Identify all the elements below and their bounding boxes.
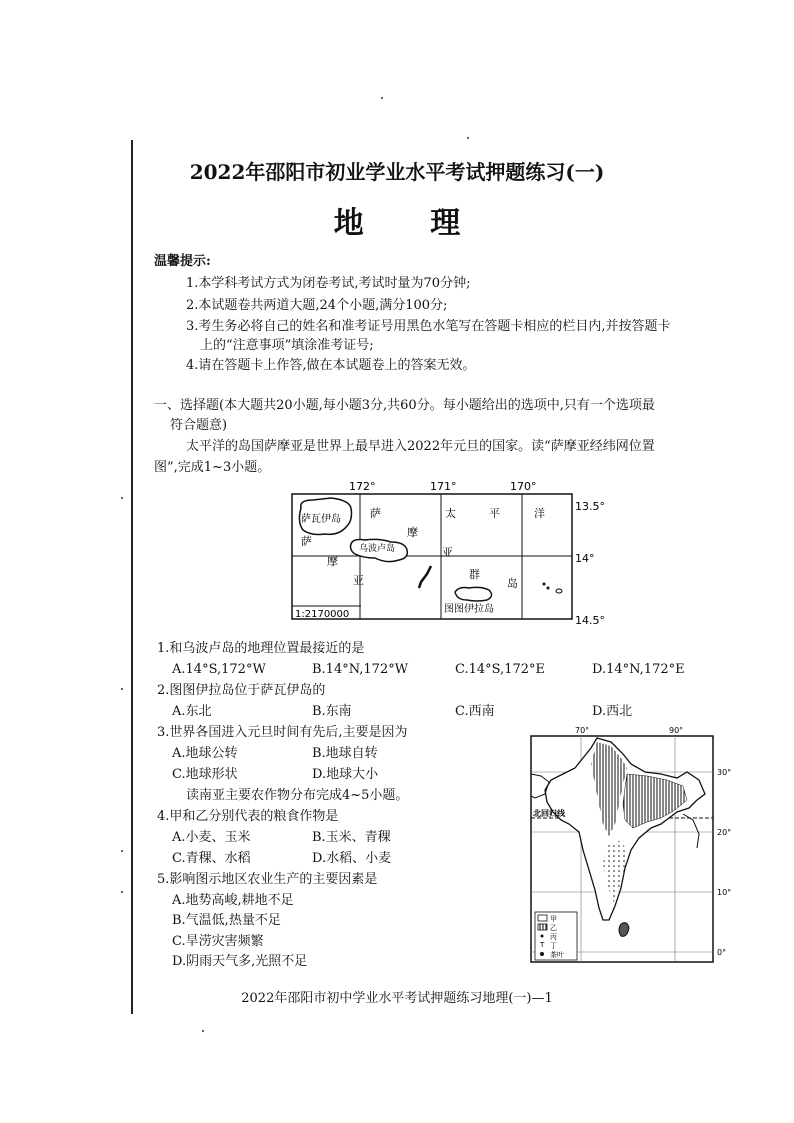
samoa-char: 摩 (407, 526, 418, 539)
legend-swatch-tea (540, 952, 544, 956)
islands-char: 岛 (507, 577, 518, 590)
ocean-char: 平 (489, 507, 500, 520)
question-intro: 图”,完成1~3小题。 (154, 460, 271, 475)
lat-label: 14.5° (575, 614, 605, 627)
map-scale: 1:2170000 (295, 609, 350, 620)
option-a: A.小麦、玉米 (172, 830, 251, 845)
lon-label: 70° (575, 726, 590, 735)
page-footer: 2022年邵阳市初中学业水平考试押题练习地理(一)—1 (241, 991, 553, 1006)
legend-label: 丙 (550, 933, 557, 941)
scan-speck (121, 850, 123, 852)
islands-char: 群 (469, 568, 480, 581)
samoa-char: 亚 (353, 574, 364, 587)
islet (543, 583, 546, 586)
notice-item: 4.请在答题卡上作答,做在本试题卷上的答案无效。 (186, 358, 476, 373)
lat-label: 10° (717, 888, 732, 897)
legend-swatch-yi (538, 924, 547, 930)
option-c: C.14°S,172°E (455, 662, 546, 677)
scan-speck (121, 497, 123, 499)
legend-label: 甲 (550, 915, 557, 923)
south-asia-crops-map (527, 724, 739, 964)
option-a: A.14°S,172°W (172, 662, 266, 677)
scan-speck (202, 1030, 204, 1032)
subject-title: 地 理 (333, 206, 489, 241)
option-c: C.旱涝灾害频繁 (172, 934, 264, 949)
question-intro: 读南亚主要农作物分布完成4~5小题。 (186, 788, 409, 803)
option-c: C.青稞、水稻 (172, 851, 251, 866)
option-b: B.东南 (312, 704, 352, 719)
ocean-char: 太 (445, 507, 456, 520)
lat-label: 14° (575, 552, 595, 565)
legend-swatch-bing (541, 935, 544, 938)
lat-label: 20° (717, 828, 732, 837)
savaii-label: 萨瓦伊岛 (301, 514, 341, 525)
notice-item: 1.本学科考试方式为闭卷考试,考试时量为70分钟; (186, 276, 471, 291)
option-a: A.地势高峻,耕地不足 (172, 893, 294, 908)
legend-label: 丁 (550, 942, 557, 950)
exam-title: 2022年邵阳市初业学业水平考试押题练习(一) (189, 160, 605, 184)
lon-label: 171° (430, 480, 457, 493)
scan-speck (121, 688, 123, 690)
samoa-char: 萨 (301, 535, 312, 548)
lat-label: 13.5° (575, 500, 605, 513)
option-b: B.玉米、青稞 (312, 830, 391, 845)
option-d: D.西北 (592, 704, 633, 719)
option-c: C.西南 (455, 704, 495, 719)
option-d: D.阴雨天气多,光照不足 (172, 954, 308, 969)
legend-swatch-jia (538, 915, 547, 921)
option-b: B.地球自转 (312, 746, 378, 761)
islet (547, 587, 550, 590)
tutuila-label: 图图伊拉岛 (444, 604, 494, 615)
question-intro: 太平洋的岛国萨摩亚是世界上最早进入2022年元旦的国家。读“萨摩亚经纬网位置 (186, 439, 655, 454)
ocean-char: 洋 (534, 507, 545, 520)
question-stem: 1.和乌波卢岛的地理位置最接近的是 (157, 641, 365, 656)
option-a: A.东北 (172, 704, 212, 719)
notice-item: 上的“注意事项”填涂准考证号; (200, 338, 374, 353)
legend-label: 茶叶 (550, 951, 564, 959)
legend-label: 乙 (550, 924, 557, 932)
lon-label: 170° (510, 480, 537, 493)
section-heading: 符合题意) (170, 418, 228, 433)
lon-label: 90° (669, 726, 684, 735)
tropic-label: 北回归线 (533, 809, 565, 818)
samoa-location-map (291, 478, 621, 634)
scan-speck (467, 137, 469, 139)
option-c: C.地球形状 (172, 767, 238, 782)
samoa-char: 亚 (442, 546, 453, 559)
option-d: D.水稻、小麦 (312, 851, 392, 866)
question-stem: 5.影响图示地区农业生产的主要因素是 (157, 872, 378, 887)
option-b: B.14°N,172°W (312, 662, 409, 677)
option-d: D.地球大小 (312, 767, 379, 782)
notice-item: 2.本试题卷共两道大题,24个小题,满分100分; (186, 298, 448, 313)
legend-swatch-ding: T (540, 941, 545, 949)
lat-label: 30° (717, 768, 732, 777)
lon-label: 172° (349, 480, 376, 493)
question-stem: 2.图图伊拉岛位于萨瓦伊岛的 (157, 683, 326, 698)
question-stem: 4.甲和乙分别代表的粮食作物是 (157, 809, 339, 824)
scan-speck (381, 97, 383, 99)
tutuila-island (455, 587, 492, 601)
scan-speck (121, 891, 123, 893)
lat-label: 0° (717, 948, 727, 957)
option-d: D.14°N,172°E (592, 662, 685, 677)
samoa-char: 摩 (327, 555, 338, 568)
samoa-char: 萨 (370, 507, 381, 520)
option-a: A.地球公转 (172, 746, 238, 761)
question-stem: 3.世界各国进入元旦时间有先后,主要是因为 (157, 725, 408, 740)
notice-item: 3.考生务必将自己的姓名和准考证号用黑色水笔写在答题卡相应的栏目内,并按答题卡 (186, 319, 671, 334)
section-heading: 一、选择题(本大题共20小题,每小题3分,共60分。每小题给出的选项中,只有一个选项最 (154, 398, 655, 413)
option-b: B.气温低,热量不足 (172, 913, 281, 928)
upolu-label: 乌波卢岛 (359, 544, 396, 554)
notice-heading: 温馨提示: (154, 254, 211, 269)
binding-margin-line (131, 140, 133, 1014)
